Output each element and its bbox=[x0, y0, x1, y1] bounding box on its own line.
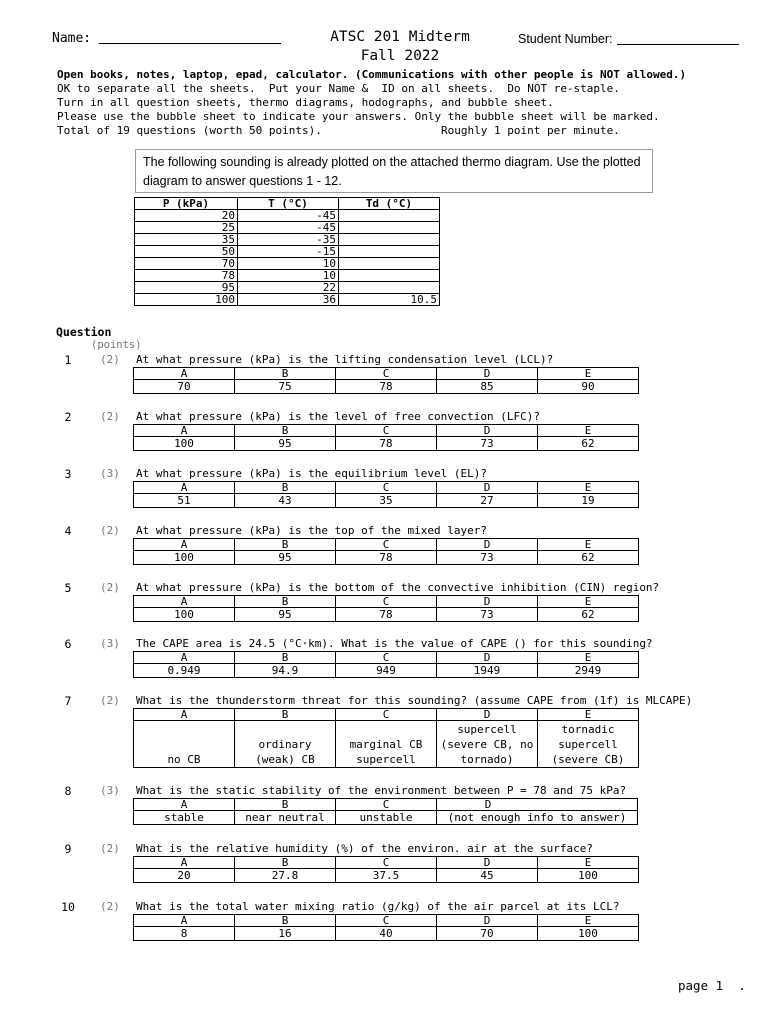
choice-values-row bbox=[134, 927, 639, 941]
choice-value: marginal CB supercell bbox=[336, 721, 437, 768]
dewpoint-cell: 10.5 bbox=[339, 294, 440, 306]
choice-values-row bbox=[134, 380, 639, 394]
choice-letter: D bbox=[437, 652, 538, 664]
choice-letters-row bbox=[134, 368, 639, 380]
choice-letter: B bbox=[235, 482, 336, 494]
choice-letter: C bbox=[336, 539, 437, 551]
name-field bbox=[52, 31, 281, 46]
dewpoint-cell bbox=[339, 234, 440, 246]
choice-letter: E bbox=[538, 652, 639, 664]
choice-letter: E bbox=[538, 368, 639, 380]
sounding-note-box: The following sounding is already plotted on the attached thermo diagram. Use the plotted diagram to answer questions 1 - 12. bbox=[135, 149, 653, 193]
choice-letter: D bbox=[437, 425, 538, 437]
choice-letter: A bbox=[134, 425, 235, 437]
temperature-cell: 10 bbox=[238, 270, 339, 282]
choice-letter: E bbox=[538, 596, 639, 608]
choice-value: 78 bbox=[336, 380, 437, 394]
choice-value: 43 bbox=[235, 494, 336, 508]
choice-letter: B bbox=[235, 652, 336, 664]
sounding-row bbox=[135, 294, 440, 306]
answer-table bbox=[133, 651, 639, 678]
answer-table bbox=[133, 538, 639, 565]
answer-table bbox=[133, 595, 639, 622]
choice-letter: A bbox=[134, 799, 235, 811]
sounding-row bbox=[135, 258, 440, 270]
temperature-cell: -45 bbox=[238, 210, 339, 222]
dewpoint-cell bbox=[339, 246, 440, 258]
choice-letter: E bbox=[538, 915, 639, 927]
question-column-label: Question bbox=[56, 325, 112, 339]
choice-letter: C bbox=[336, 368, 437, 380]
question-text: At what pressure (kPa) is the equilibrium level (EL)? bbox=[136, 467, 487, 480]
choice-value: 0.949 bbox=[134, 664, 235, 678]
choice-letter: A bbox=[134, 539, 235, 551]
choice-values-row bbox=[134, 551, 639, 565]
choice-letters-row bbox=[134, 709, 639, 721]
choice-value: 19 bbox=[538, 494, 639, 508]
question-points: (2) bbox=[100, 524, 120, 537]
student-number-label: Student Number: bbox=[518, 32, 613, 46]
choice-value: 78 bbox=[336, 437, 437, 451]
question-points: (3) bbox=[100, 784, 120, 797]
choice-letter-d: D bbox=[484, 798, 492, 811]
choice-letter: D bbox=[437, 482, 538, 494]
choice-value: 27 bbox=[437, 494, 538, 508]
choice-letter: B bbox=[235, 799, 336, 811]
choice-letter: D bbox=[437, 857, 538, 869]
pressure-cell: 95 bbox=[135, 282, 238, 294]
choice-letter: B bbox=[235, 857, 336, 869]
pressure-cell: 70 bbox=[135, 258, 238, 270]
choice-value: near neutral bbox=[235, 811, 336, 825]
total-questions-text: Total of 19 questions (worth 50 points). bbox=[57, 124, 322, 137]
choice-values-row bbox=[134, 664, 639, 678]
question-points: (3) bbox=[100, 637, 120, 650]
question-text: At what pressure (kPa) is the top of the mixed layer? bbox=[136, 524, 487, 537]
pressure-cell: 25 bbox=[135, 222, 238, 234]
choice-values-row bbox=[134, 494, 639, 508]
choice-values-row bbox=[134, 721, 639, 768]
choice-letter: B bbox=[235, 596, 336, 608]
choice-values-row bbox=[134, 437, 639, 451]
question-number: 1 bbox=[64, 353, 72, 367]
choice-letter: C bbox=[336, 596, 437, 608]
choice-letter: C bbox=[336, 652, 437, 664]
question-points: (2) bbox=[100, 694, 120, 707]
sounding-row bbox=[135, 246, 440, 258]
question-number: 4 bbox=[64, 524, 72, 538]
question-points: (2) bbox=[100, 581, 120, 594]
answer-table bbox=[133, 708, 639, 768]
choice-letter: B bbox=[235, 425, 336, 437]
choice-value: 100 bbox=[538, 869, 639, 883]
choice-value: 94.9 bbox=[235, 664, 336, 678]
choice-letter: D bbox=[437, 915, 538, 927]
choice-value: 73 bbox=[437, 551, 538, 565]
choice-value: (not enough info to answer) bbox=[437, 811, 638, 825]
temperature-cell: -35 bbox=[238, 234, 339, 246]
choice-value: 73 bbox=[437, 608, 538, 622]
choice-letter: E bbox=[538, 425, 639, 437]
choice-letter: D bbox=[437, 596, 538, 608]
question-number: 7 bbox=[64, 694, 72, 708]
student-number-field bbox=[518, 32, 739, 46]
choice-letters-row bbox=[134, 857, 639, 869]
choice-value: 51 bbox=[134, 494, 235, 508]
pressure-cell: 50 bbox=[135, 246, 238, 258]
temperature-cell: 36 bbox=[238, 294, 339, 306]
choice-letter bbox=[437, 799, 638, 811]
choice-letter: A bbox=[134, 652, 235, 664]
choice-value: 100 bbox=[538, 927, 639, 941]
dewpoint-cell bbox=[339, 210, 440, 222]
header-pressure: P (kPa) bbox=[135, 198, 238, 210]
question-text: What is the total water mixing ratio (g/kg) of the air parcel at its LCL? bbox=[136, 900, 620, 913]
question-text: What is the static stability of the environment between P = 78 and 75 kPa? bbox=[136, 784, 627, 797]
instructions bbox=[57, 68, 686, 138]
choice-value: 16 bbox=[235, 927, 336, 941]
temperature-cell: -45 bbox=[238, 222, 339, 234]
choice-value: 90 bbox=[538, 380, 639, 394]
question-points: (2) bbox=[100, 410, 120, 423]
choice-value: 95 bbox=[235, 437, 336, 451]
choice-value: 2949 bbox=[538, 664, 639, 678]
question-number: 9 bbox=[64, 842, 72, 856]
answer-table bbox=[133, 914, 639, 941]
choice-letters-row bbox=[134, 539, 639, 551]
choice-letter: C bbox=[336, 425, 437, 437]
instruction-line-3: Turn in all question sheets, thermo diagrams, hodographs, and bubble sheet. bbox=[57, 96, 554, 109]
timing-note: Roughly 1 point per minute. bbox=[441, 124, 620, 137]
choice-value: 95 bbox=[235, 608, 336, 622]
page-title bbox=[300, 28, 500, 66]
choice-letter: D bbox=[437, 539, 538, 551]
choice-value: 78 bbox=[336, 551, 437, 565]
choice-letter: D bbox=[437, 368, 538, 380]
pressure-cell: 78 bbox=[135, 270, 238, 282]
instruction-line-1: Open books, notes, laptop, epad, calculator. (Communications with other people is NOT allowed.) bbox=[57, 68, 687, 81]
choice-letter: A bbox=[134, 915, 235, 927]
choice-value: 73 bbox=[437, 437, 538, 451]
choice-letter: A bbox=[134, 857, 235, 869]
choice-letter: B bbox=[235, 915, 336, 927]
choice-values-row bbox=[134, 869, 639, 883]
sounding-row bbox=[135, 270, 440, 282]
choice-values-row bbox=[134, 811, 638, 825]
choice-value: 62 bbox=[538, 608, 639, 622]
choice-letters-row bbox=[134, 596, 639, 608]
dewpoint-cell bbox=[339, 222, 440, 234]
question-points: (2) bbox=[100, 900, 120, 913]
choice-letter: D bbox=[437, 709, 538, 721]
choice-letter: E bbox=[538, 857, 639, 869]
choice-letters-row bbox=[134, 915, 639, 927]
choice-letters-row bbox=[134, 652, 639, 664]
choice-value: 70 bbox=[437, 927, 538, 941]
choice-letter: C bbox=[336, 709, 437, 721]
name-label: Name: bbox=[52, 31, 92, 46]
sounding-row bbox=[135, 210, 440, 222]
choice-value: tornadic supercell (severe CB) bbox=[538, 721, 639, 768]
choice-value: 40 bbox=[336, 927, 437, 941]
answer-table bbox=[133, 424, 639, 451]
header-temperature: T (°C) bbox=[238, 198, 339, 210]
question-points: (3) bbox=[100, 467, 120, 480]
choice-value: 62 bbox=[538, 551, 639, 565]
choice-letter: B bbox=[235, 539, 336, 551]
question-text: What is the relative humidity (%) of the environ. air at the surface? bbox=[136, 842, 593, 855]
instruction-line-2: OK to separate all the sheets. Put your Name & ID on all sheets. Do NOT re-staple. bbox=[57, 82, 620, 95]
choice-value: 62 bbox=[538, 437, 639, 451]
choice-value: 100 bbox=[134, 437, 235, 451]
choice-value: 27.8 bbox=[235, 869, 336, 883]
choice-value: 1949 bbox=[437, 664, 538, 678]
pressure-cell: 100 bbox=[135, 294, 238, 306]
choice-value: 70 bbox=[134, 380, 235, 394]
dewpoint-cell bbox=[339, 282, 440, 294]
header-dewpoint: Td (°C) bbox=[339, 198, 440, 210]
question-text: What is the thunderstorm threat for this sounding? (assume CAPE from (1f) is MLCAPE) bbox=[136, 694, 693, 707]
choice-value: 35 bbox=[336, 494, 437, 508]
choice-letter: A bbox=[134, 709, 235, 721]
pressure-cell: 20 bbox=[135, 210, 238, 222]
choice-value: 78 bbox=[336, 608, 437, 622]
question-number: 8 bbox=[64, 784, 72, 798]
choice-letters-row bbox=[134, 425, 639, 437]
question-number: 5 bbox=[64, 581, 72, 595]
question-text: At what pressure (kPa) is the level of free convection (LFC)? bbox=[136, 410, 540, 423]
choice-value: ordinary (weak) CB bbox=[235, 721, 336, 768]
instruction-line-5 bbox=[57, 124, 686, 138]
choice-letter: C bbox=[336, 799, 437, 811]
choice-letter: E bbox=[538, 539, 639, 551]
choice-letter: B bbox=[235, 368, 336, 380]
answer-table bbox=[133, 856, 639, 883]
choice-value: supercell (severe CB, no tornado) bbox=[437, 721, 538, 768]
page-number: page 1 . bbox=[678, 978, 746, 993]
title-line-2: Fall 2022 bbox=[360, 48, 440, 64]
sounding-row bbox=[135, 234, 440, 246]
temperature-cell: 10 bbox=[238, 258, 339, 270]
choice-value: 949 bbox=[336, 664, 437, 678]
pressure-cell: 35 bbox=[135, 234, 238, 246]
question-number: 3 bbox=[64, 467, 72, 481]
question-number: 10 bbox=[61, 900, 75, 914]
dewpoint-cell bbox=[339, 270, 440, 282]
choice-value: 85 bbox=[437, 380, 538, 394]
choice-letters-row bbox=[134, 799, 638, 811]
choice-value: 100 bbox=[134, 551, 235, 565]
answer-table bbox=[133, 798, 638, 825]
question-text: At what pressure (kPa) is the lifting condensation level (LCL)? bbox=[136, 353, 554, 366]
choice-letter: A bbox=[134, 368, 235, 380]
choice-letter: C bbox=[336, 915, 437, 927]
choice-value: no CB bbox=[134, 721, 235, 768]
student-number-blank-line bbox=[617, 44, 739, 45]
choice-letter: B bbox=[235, 709, 336, 721]
choice-letter: C bbox=[336, 857, 437, 869]
question-points: (2) bbox=[100, 842, 120, 855]
choice-value: 75 bbox=[235, 380, 336, 394]
name-blank-line bbox=[99, 43, 281, 44]
dewpoint-cell bbox=[339, 258, 440, 270]
question-text: The CAPE area is 24.5 (°C·km). What is the value of CAPE () for this sounding? bbox=[136, 637, 653, 650]
question-number: 2 bbox=[64, 410, 72, 424]
answer-table bbox=[133, 367, 639, 394]
title-line-1: ATSC 201 Midterm bbox=[330, 29, 470, 45]
choice-letters-row bbox=[134, 482, 639, 494]
choice-letter: A bbox=[134, 482, 235, 494]
choice-letter: A bbox=[134, 596, 235, 608]
question-text: At what pressure (kPa) is the bottom of the convective inhibition (CIN) region? bbox=[136, 581, 660, 594]
answer-table bbox=[133, 481, 639, 508]
sounding-table bbox=[134, 197, 440, 306]
choice-letter: C bbox=[336, 482, 437, 494]
sounding-row bbox=[135, 282, 440, 294]
choice-values-row bbox=[134, 608, 639, 622]
choice-value: 45 bbox=[437, 869, 538, 883]
instruction-line-4: Please use the bubble sheet to indicate your answers. Only the bubble sheet will be marked. bbox=[57, 110, 660, 123]
points-column-label: (points) bbox=[91, 339, 142, 351]
sounding-row bbox=[135, 222, 440, 234]
choice-value: 8 bbox=[134, 927, 235, 941]
choice-value: 100 bbox=[134, 608, 235, 622]
sounding-header-row bbox=[135, 198, 440, 210]
choice-value: stable bbox=[134, 811, 235, 825]
temperature-cell: 22 bbox=[238, 282, 339, 294]
choice-letter: E bbox=[538, 482, 639, 494]
question-points: (2) bbox=[100, 353, 120, 366]
temperature-cell: -15 bbox=[238, 246, 339, 258]
choice-value: 20 bbox=[134, 869, 235, 883]
choice-letter: E bbox=[538, 709, 639, 721]
choice-value: 37.5 bbox=[336, 869, 437, 883]
choice-value: unstable bbox=[336, 811, 437, 825]
choice-value: 95 bbox=[235, 551, 336, 565]
question-number: 6 bbox=[64, 637, 72, 651]
